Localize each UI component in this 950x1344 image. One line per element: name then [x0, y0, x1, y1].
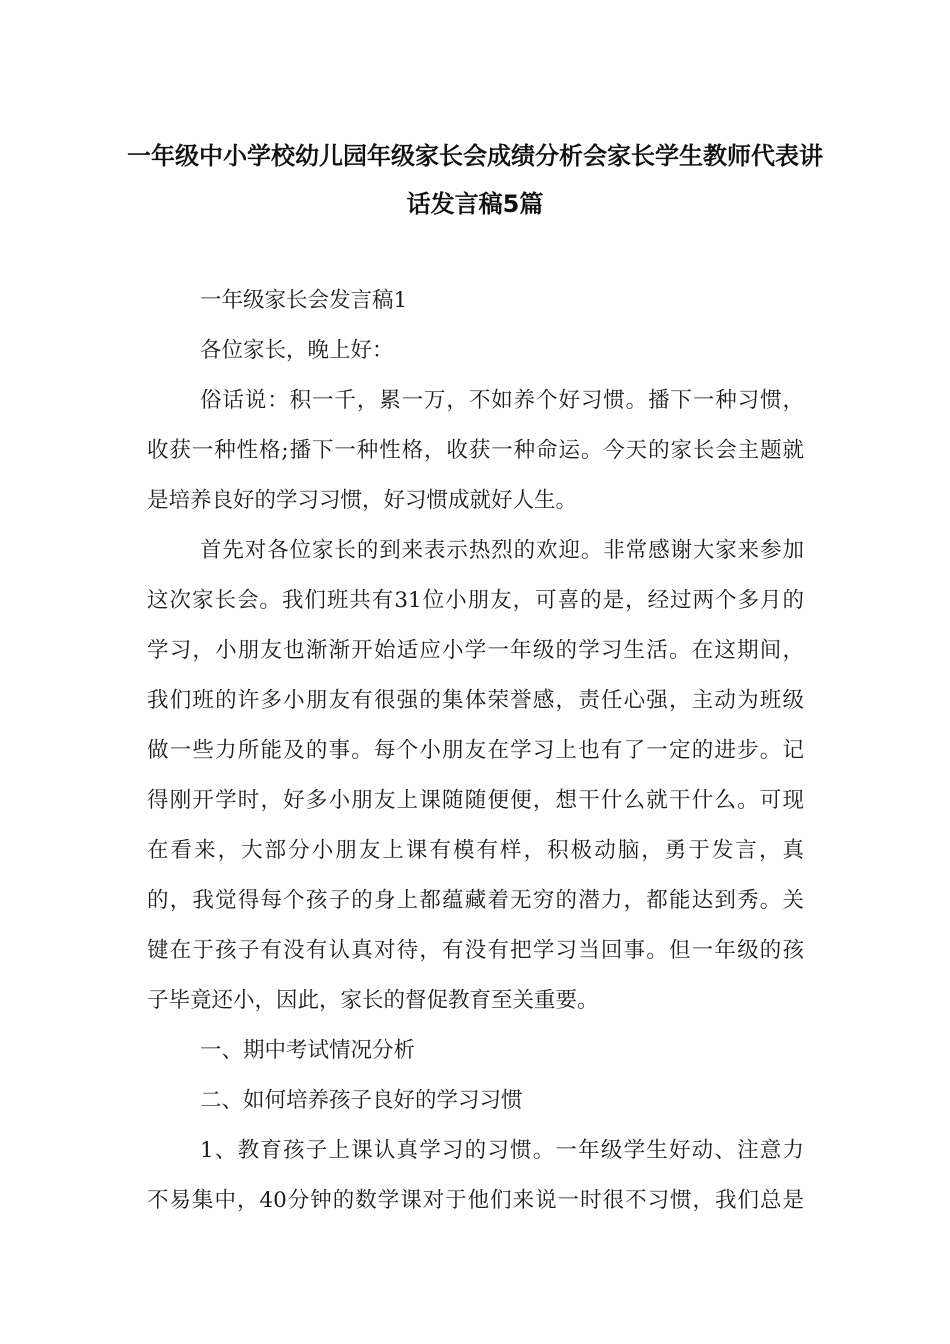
- greeting: 各位家长，晚上好：: [200, 338, 394, 363]
- document-title-line-2: 话发言稿5篇: [406, 190, 544, 218]
- paragraph-2-line: 的，我觉得每个孩子的身上都蕴藏着无穷的潜力，都能达到秀。关: [147, 888, 804, 913]
- speech-heading: 一年级家长会发言稿1: [200, 288, 408, 313]
- paragraph-2-line: 得刚开学时，好多小朋友上课随随便便，想干什么就干什么。可现: [147, 788, 804, 813]
- paragraph-1-line: 俗话说：积一千，累一万，不如养个好习惯。播下一种习惯，: [200, 388, 804, 413]
- paragraph-2-line: 子毕竟还小，因此，家长的督促教育至关重要。: [147, 988, 599, 1013]
- paragraph-3-line: 不易集中，40分钟的数学课对于他们来说一时很不习惯，我们总是: [147, 1188, 804, 1213]
- section-heading-1: 一、期中考试情况分析: [200, 1038, 416, 1063]
- paragraph-2-line: 学习，小朋友也渐渐开始适应小学一年级的学习生活。在这期间，: [147, 638, 804, 663]
- paragraph-2-line: 首先对各位家长的到来表示热烈的欢迎。非常感谢大家来参加: [200, 538, 804, 563]
- paragraph-1-line: 收获一种性格;播下一种性格，收获一种命运。今天的家长会主题就: [147, 438, 804, 463]
- paragraph-2-line: 在看来，大部分小朋友上课有模有样，积极动脑，勇于发言，真: [147, 838, 804, 863]
- section-heading-2: 二、如何培养孩子良好的学习习惯: [200, 1088, 523, 1113]
- paragraph-2-line: 这次家长会。我们班共有31位小朋友，可喜的是，经过两个多月的: [147, 588, 804, 613]
- paragraph-1-line: 是培养良好的学习习惯，好习惯成就好人生。: [147, 488, 578, 513]
- paragraph-2-line: 键在于孩子有没有认真对待，有没有把学习当回事。但一年级的孩: [147, 938, 804, 963]
- paragraph-3-line: 1、教育孩子上课认真学习的习惯。一年级学生好动、注意力: [200, 1138, 804, 1163]
- paragraph-2-line: 做一些力所能及的事。每个小朋友在学习上也有了一定的进步。记: [147, 738, 804, 763]
- paragraph-2-line: 我们班的许多小朋友有很强的集体荣誉感，责任心强，主动为班级: [147, 688, 804, 713]
- document-title-line-1: 一年级中小学校幼儿园年级家长会成绩分析会家长学生教师代表讲: [127, 142, 823, 170]
